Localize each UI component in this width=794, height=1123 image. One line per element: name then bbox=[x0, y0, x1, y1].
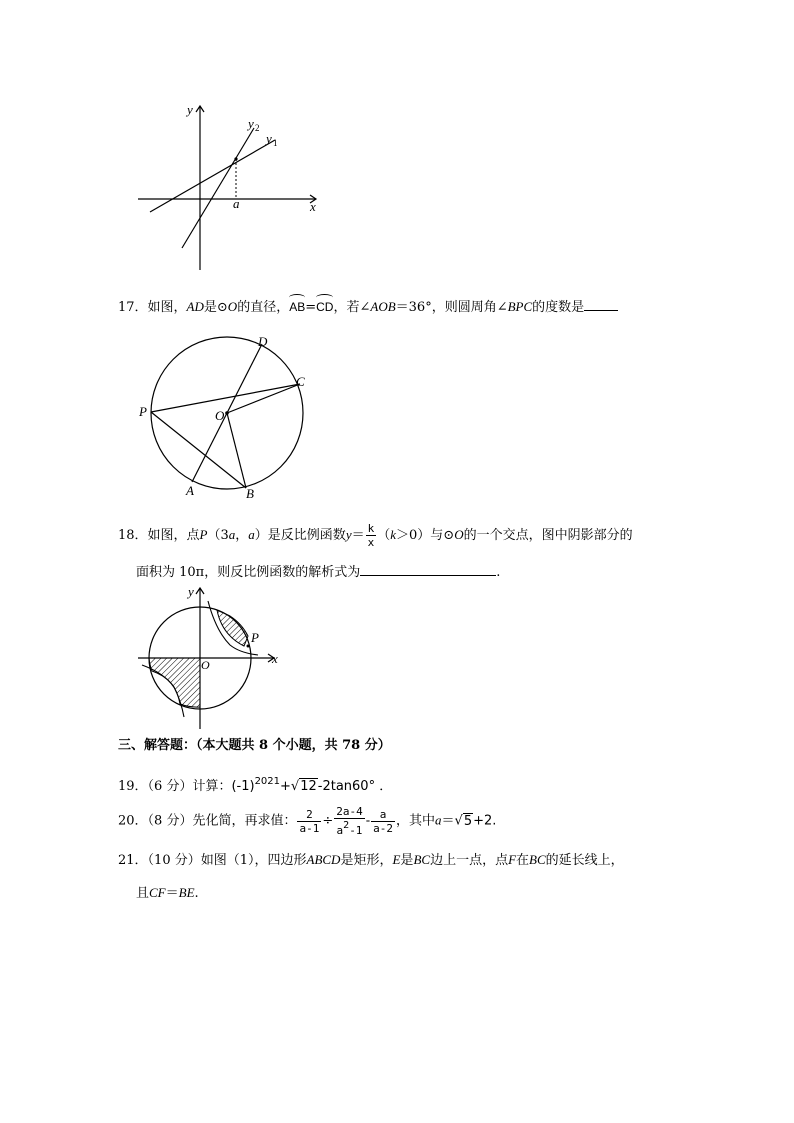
q18-frac-den: x bbox=[367, 536, 375, 549]
q21-bc-1: BC bbox=[413, 852, 431, 867]
section-3-heading: 三、解答题：（本大题共 8 个小题，共 78 分） bbox=[118, 738, 391, 753]
question-17 bbox=[118, 298, 618, 317]
q21-text-3: 边上一点，点 bbox=[430, 853, 509, 868]
q20-sqrt-sign: √ bbox=[454, 813, 463, 829]
label-a: A bbox=[186, 483, 194, 498]
question-18-line-1 bbox=[118, 522, 633, 549]
q17-text-2: 的直径， bbox=[237, 300, 290, 315]
q21-l2-a: 且 bbox=[136, 886, 150, 901]
question-21-line-2 bbox=[136, 884, 199, 903]
q18-eq: ＝ bbox=[351, 528, 365, 543]
q17-arc-cd: CD bbox=[316, 300, 334, 314]
q20-f1-den: a-1 bbox=[299, 821, 320, 835]
q18-text-4: （ bbox=[377, 528, 391, 543]
q17-arc-ab: AB bbox=[289, 300, 306, 314]
segment-pb bbox=[151, 412, 246, 488]
figure-linear-functions bbox=[130, 98, 330, 274]
q20-minus: - bbox=[365, 813, 371, 829]
q18-text-2: ， bbox=[235, 528, 249, 543]
label-d: D bbox=[258, 334, 268, 349]
q20-number: 20．（8 分）先化简，再求值： bbox=[118, 813, 297, 829]
q20-text-1: ，其中 bbox=[396, 813, 436, 829]
shaded-region-quadrant-1 bbox=[217, 610, 248, 646]
q17-eq: = bbox=[305, 300, 317, 315]
q20-f2-den-exp: 2 bbox=[343, 820, 350, 831]
q18-end: . bbox=[496, 565, 501, 580]
q19-sqrt-sign: √ bbox=[290, 779, 300, 794]
q17-text-3: ，若∠ bbox=[333, 300, 371, 315]
q19-rest: -2tan60° bbox=[317, 779, 376, 794]
line-y1 bbox=[150, 140, 275, 212]
q21-bc-2: BC bbox=[529, 852, 546, 867]
label-y1-sub: 1 bbox=[273, 138, 278, 148]
q20-text-2: ＝ bbox=[441, 813, 455, 829]
q17-o: O bbox=[227, 299, 238, 314]
q19-root: 12 bbox=[300, 779, 317, 794]
q18-frac-num: k bbox=[367, 522, 375, 535]
label-a: a bbox=[233, 196, 240, 211]
q18-fraction bbox=[366, 522, 377, 549]
q17-text-1: 是⊙ bbox=[203, 300, 228, 315]
label-c: C bbox=[296, 374, 305, 389]
q21-e: E bbox=[392, 852, 401, 867]
q17-text-4: ＝36°，则圆周角∠ bbox=[395, 300, 508, 315]
q20-f2-den: a bbox=[336, 824, 344, 837]
intersection-point bbox=[234, 157, 237, 160]
q21-l2-c: . bbox=[194, 886, 199, 901]
q18-k: k bbox=[390, 527, 397, 542]
q20-fraction-2 bbox=[334, 805, 365, 837]
q18-number: 18．如图，点 bbox=[118, 528, 200, 543]
q18-p: P bbox=[199, 527, 208, 542]
q21-number: 21．（10 分）如图（1），四边形 bbox=[118, 853, 307, 868]
label-y: y bbox=[188, 584, 194, 599]
q21-l2-b: ＝ bbox=[165, 886, 179, 901]
q17-number: 17．如图， bbox=[118, 300, 187, 315]
q21-abcd: ABCD bbox=[306, 852, 341, 867]
label-x: x bbox=[272, 651, 278, 666]
q21-text-1: 是矩形， bbox=[340, 853, 393, 868]
q18-y: y bbox=[345, 527, 352, 542]
segment-ob bbox=[227, 413, 246, 488]
q17-text-5: 的度数是 bbox=[532, 300, 585, 315]
q21-f: F bbox=[508, 852, 517, 867]
point-p bbox=[247, 645, 250, 648]
q20-f2-num: 2a-4 bbox=[336, 805, 363, 818]
q21-be: BE bbox=[178, 885, 195, 900]
label-p: P bbox=[139, 404, 147, 419]
q18-text-1: （3 bbox=[207, 528, 229, 543]
q18-text-3: ）是反比例函数 bbox=[254, 528, 346, 543]
q20-fraction-1 bbox=[297, 808, 321, 835]
q20-div: ÷ bbox=[322, 813, 334, 829]
q18-text-5: ＞0）与⊙ bbox=[396, 528, 455, 543]
question-18-line-2 bbox=[136, 563, 500, 582]
q20-f3-num: a bbox=[371, 808, 395, 822]
figure-circle-q17 bbox=[135, 328, 315, 504]
q21-text-2: 是 bbox=[400, 853, 414, 868]
segment-pc bbox=[151, 384, 300, 412]
q20-f1-num: 2 bbox=[297, 808, 321, 822]
shaded-region-quadrant-3 bbox=[149, 658, 200, 707]
q18-text-6: 的一个交点，图中阴影部分的 bbox=[463, 528, 633, 543]
q19-exp: 2021 bbox=[254, 776, 281, 787]
label-p: P bbox=[251, 630, 259, 645]
label-o: O bbox=[215, 408, 225, 423]
segment-oc bbox=[227, 384, 300, 413]
q19-base: (-1) bbox=[231, 779, 255, 794]
q19-number: 19．（6 分）计算： bbox=[118, 779, 232, 794]
q18-o: O bbox=[454, 527, 464, 542]
q20-root: 5 bbox=[463, 813, 473, 829]
q17-aob: AOB bbox=[370, 299, 396, 314]
label-y: y bbox=[187, 102, 193, 117]
q20-fraction-3 bbox=[371, 808, 395, 835]
label-b: B bbox=[246, 486, 254, 501]
q17-bpc: BPC bbox=[507, 299, 533, 314]
q18-line-2-text: 面积为 10π，则反比例函数的解析式为 bbox=[136, 565, 361, 580]
label-o: O bbox=[201, 658, 210, 672]
center-point-o bbox=[225, 411, 229, 415]
q19-end: ． bbox=[375, 779, 393, 794]
q20-text-3: +2. bbox=[473, 813, 497, 829]
q21-cf: CF bbox=[149, 885, 166, 900]
q17-answer-blank bbox=[584, 298, 618, 311]
q17-ad: AD bbox=[186, 299, 204, 314]
figure-circle-q18 bbox=[134, 583, 284, 735]
q20-a: a bbox=[435, 812, 442, 828]
label-y2-sub: 2 bbox=[255, 123, 260, 133]
question-21-line-1 bbox=[118, 851, 624, 870]
q21-text-5: 的延长线上， bbox=[545, 853, 624, 868]
q18-a1: a bbox=[228, 527, 236, 542]
q19-plus: + bbox=[280, 779, 291, 794]
label-x: x bbox=[310, 199, 316, 214]
label-y1: y bbox=[266, 131, 272, 146]
q18-a2: a bbox=[248, 527, 255, 542]
question-20 bbox=[118, 805, 496, 837]
q20-f3-den: a-2 bbox=[373, 821, 394, 835]
question-19 bbox=[118, 773, 392, 796]
q21-text-4: 在 bbox=[516, 853, 530, 868]
label-y2: y bbox=[248, 116, 254, 131]
q20-f2-den-wrap bbox=[334, 819, 365, 837]
q20-f2-den-rest: -1 bbox=[349, 824, 363, 837]
q18-answer-blank bbox=[360, 563, 496, 576]
